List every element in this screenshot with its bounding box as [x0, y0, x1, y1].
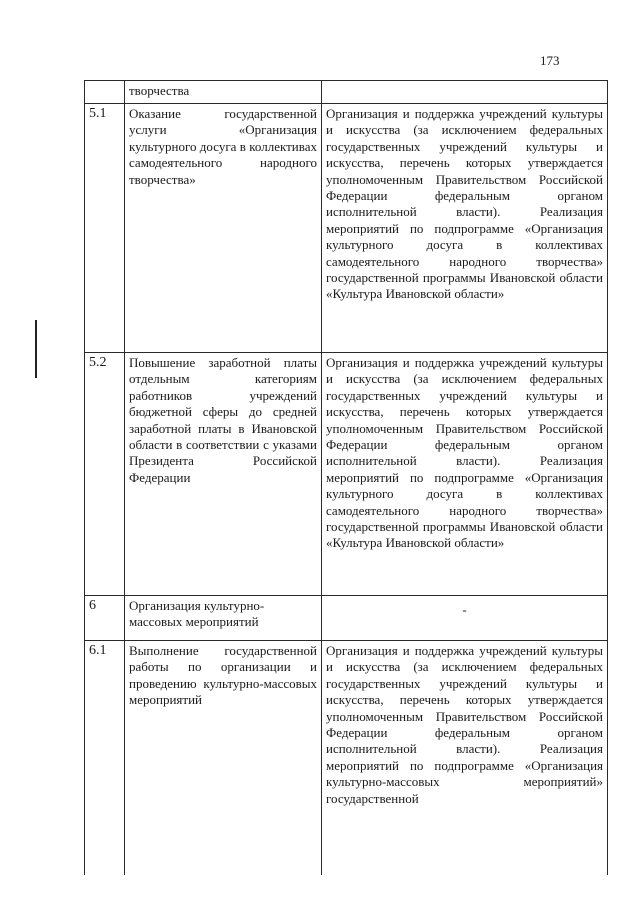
- row-description: -: [322, 596, 608, 641]
- row-number: 5.2: [85, 353, 125, 596]
- table-row: [85, 641, 608, 876]
- row-name: Выполнение государственной работы по организации и проведению культурно-массовых мероприятий: [125, 641, 322, 876]
- table-row: [85, 596, 608, 641]
- table-row: [85, 104, 608, 353]
- row-name: Организация культурно-массовых мероприятий: [125, 596, 322, 641]
- table-row: [85, 353, 608, 596]
- page-number: 173: [540, 53, 560, 68]
- row-number: 5.1: [85, 104, 125, 353]
- row-name: Повышение заработной платы отдельным категориям работников учреждений бюджетной сферы до средней заработной платы в Ивановской области в соответствии с указами Президента Российской Федерации: [125, 353, 322, 596]
- row-description: Организация и поддержка учреждений культуры и искусства (за исключением федеральных государственных учреждений культуры и искусства, перечень которых утверждается уполномоченным Правительством Российской Федерации федеральным органом исполнительной власти). Реализация мероприятий по подпрограмме «Организация культурного досуга в коллективах самодеятельного народного творчества» государственной программы Ивановской области «Культура Ивановской области»: [322, 104, 608, 353]
- row-number: [85, 81, 125, 104]
- row-name: Оказание государственной услуги «Организация культурного досуга в коллективах самодеятельного народного творчества»: [125, 104, 322, 353]
- document-table: [84, 80, 608, 875]
- row-number: 6: [85, 596, 125, 641]
- row-number: 6.1: [85, 641, 125, 876]
- row-description: [322, 81, 608, 104]
- row-name: творчества: [125, 81, 322, 104]
- table-row: [85, 81, 608, 104]
- row-description: Организация и поддержка учреждений культуры и искусства (за исключением федеральных государственных учреждений культуры и искусства, перечень которых утверждается уполномоченным Правительством Российской Федерации федеральным органом исполнительной власти). Реализация мероприятий по подпрограмме «Организация культурно-массовых мероприятий» государственной: [322, 641, 608, 876]
- margin-mark: [35, 320, 37, 378]
- row-description: Организация и поддержка учреждений культуры и искусства (за исключением федеральных государственных учреждений культуры и искусства, перечень которых утверждается уполномоченным Правительством Российской Федерации федеральным органом исполнительной власти). Реализация мероприятий по подпрограмме «Организация культурного досуга в коллективах самодеятельного народного творчества» государственной программы Ивановской области «Культура Ивановской области»: [322, 353, 608, 596]
